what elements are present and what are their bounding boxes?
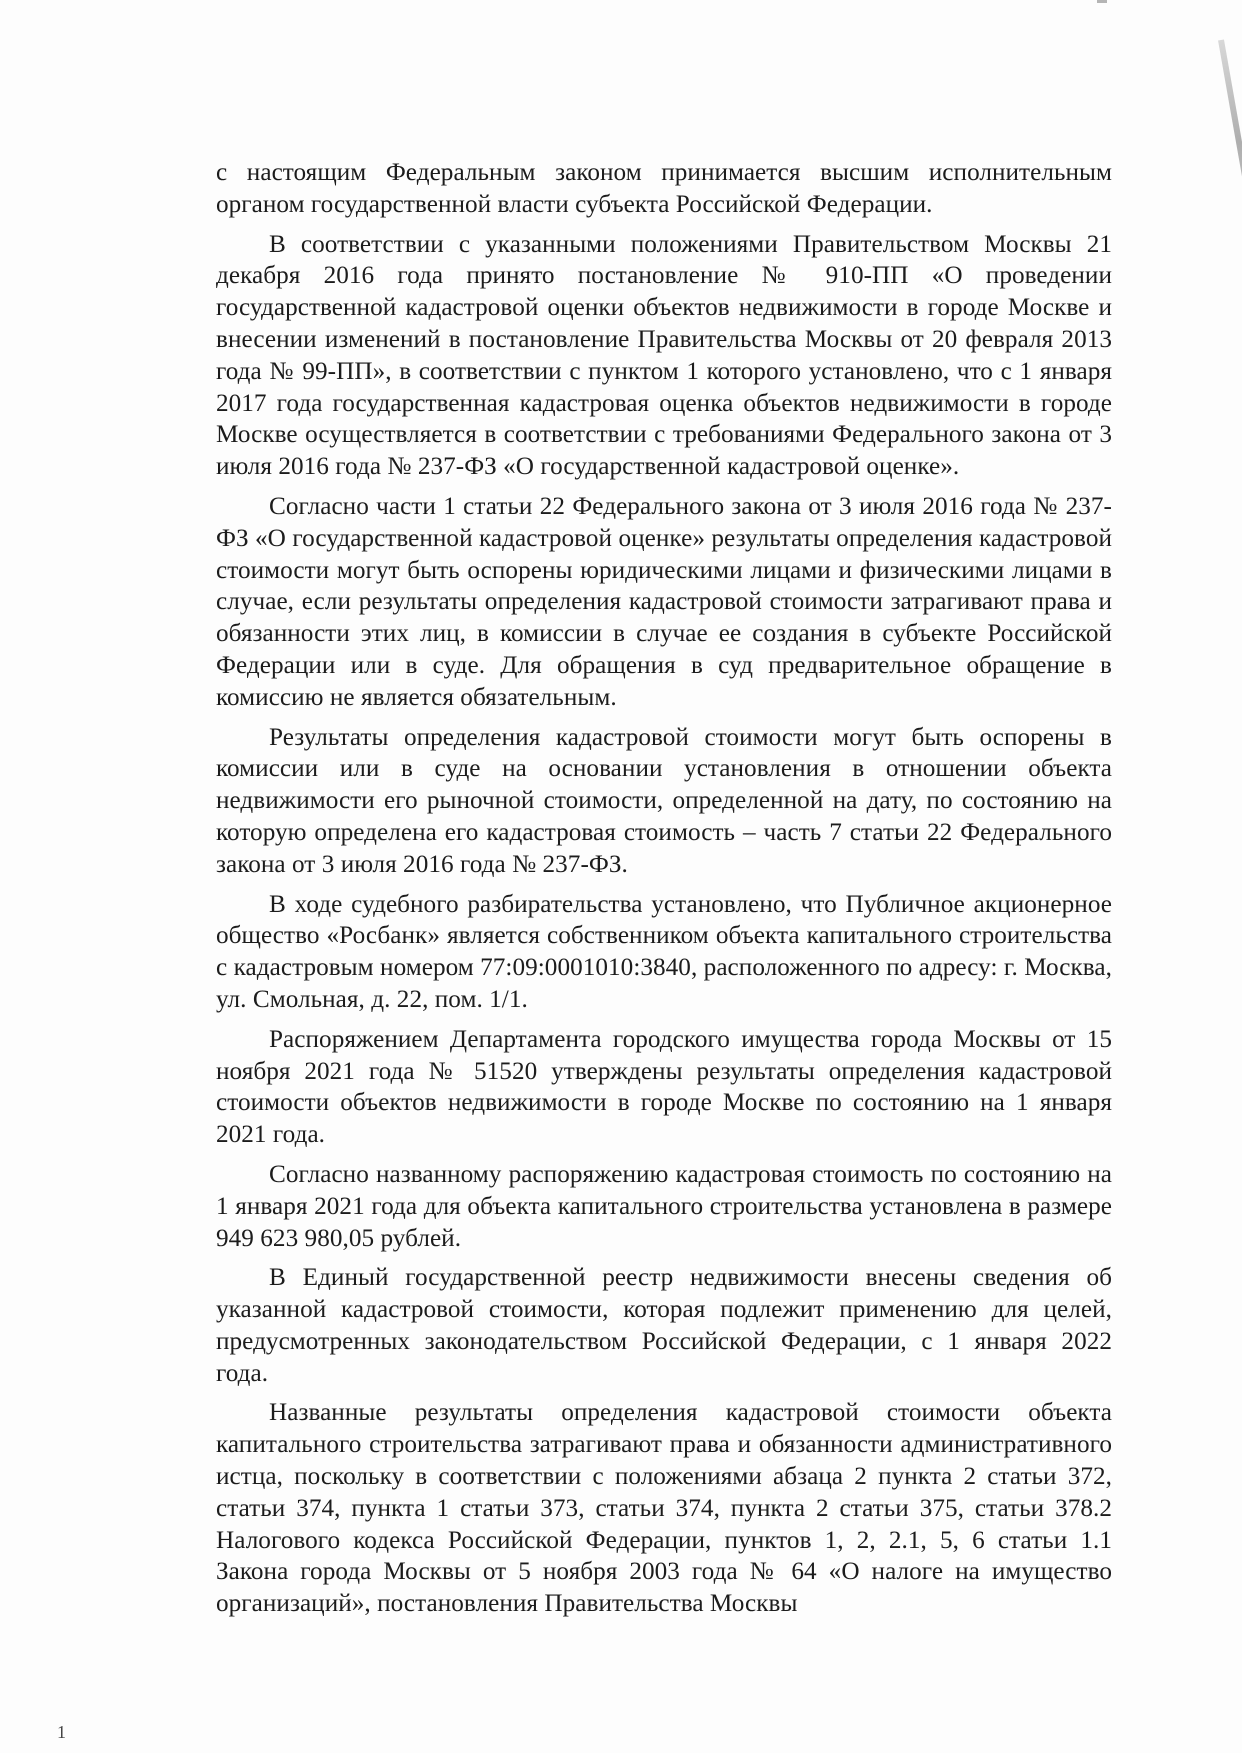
paragraph: В Единый государственной реестр недвижимости внесены сведения об указанной кадастровой стоимости, которая подлежит применению для целей, предусмотренных законодательством Российской Федерации, с 1 января 2022 года. (216, 1264, 1112, 1387)
paragraph: с настоящим Федеральным законом принимается высшим исполнительным органом государственной власти субъекта Российской Федерации. (216, 159, 1112, 218)
paragraph: В ходе судебного разбирательства установлено, что Публичное акционерное общество «Росбанк» является собственником объекта капитального строительства с кадастровым номером 77:09:0001010:3840, расположенного по адресу: г. Москва, ул. Смольная, д. 22, пом. 1/1. (216, 890, 1112, 1013)
page-number: 1 (57, 1722, 66, 1742)
scan-mark (1097, 0, 1107, 3)
paragraph: В соответствии с указанными положениями Правительством Москвы 21 декабря 2016 года принято постановление № 910-ПП «О проведении государственной кадастровой оценки объектов недвижимости в городе Москве и внесении изменений в постановление Правительства Москвы от 20 февраля 2013 года № 99-ПП», в соответствии с пунктом 1 которого установлено, что с 1 января 2017 года государственная кадастровая оценка объектов недвижимости в городе Москве осуществляется в соответствии с требованиями Федерального закона от 3 июля 2016 года № 237-ФЗ «О государственной кадастровой оценке». (216, 230, 1112, 481)
paragraph: Распоряжением Департамента городского имущества города Москвы от 15 ноября 2021 года № 51520 утверждены результаты определения кадастровой стоимости объектов недвижимости в городе Москве по состоянию на 1 января 2021 года. (216, 1025, 1112, 1149)
paragraph: Согласно части 1 статьи 22 Федерального закона от 3 июля 2016 года № 237-ФЗ «О государственной кадастровой оценке» результаты определения кадастровой стоимости могут быть оспорены юридическими лицами и физическими лицами в случае, если результаты определения кадастровой стоимости затрагивают права и обязанности этих лиц, в комиссии в случае ее создания в субъекте Российской Федерации или в суде. Для обращения в суд предварительное обращение в комиссию не является обязательным. (216, 492, 1112, 711)
paragraph: Согласно названному распоряжению кадастровая стоимость по состоянию на 1 января 2021 года для объекта капитального строительства установлена в размере 949 623 980,05 рублей. (216, 1160, 1112, 1252)
document-body (216, 157, 1112, 1628)
paragraph: Результаты определения кадастровой стоимости могут быть оспорены в комиссии или в суде на основании установления в отношении объекта недвижимости его рыночной стоимости, определенной на дату, по состоянию на которую определена его кадастровая стоимость – часть 7 статьи 22 Федерального закона от 3 июля 2016 года № 237-ФЗ. (216, 723, 1112, 878)
paragraph: Названные результаты определения кадастровой стоимости объекта капитального строительства затрагивают права и обязанности административного истца, поскольку в соответствии с положениями абзаца 2 пункта 2 статьи 372, статьи 374, пункта 1 статьи 373, статьи 374, пункта 2 статьи 375, статьи 378.2 Налогового кодекса Российской Федерации, пунктов 1, 2, 2.1, 5, 6 статьи 1.1 Закона города Москвы от 5 ноября 2003 года № 64 «О налоге на имущество организаций», постановления Правительства Москвы (216, 1399, 1112, 1618)
scan-edge-shadow (1218, 39, 1242, 296)
